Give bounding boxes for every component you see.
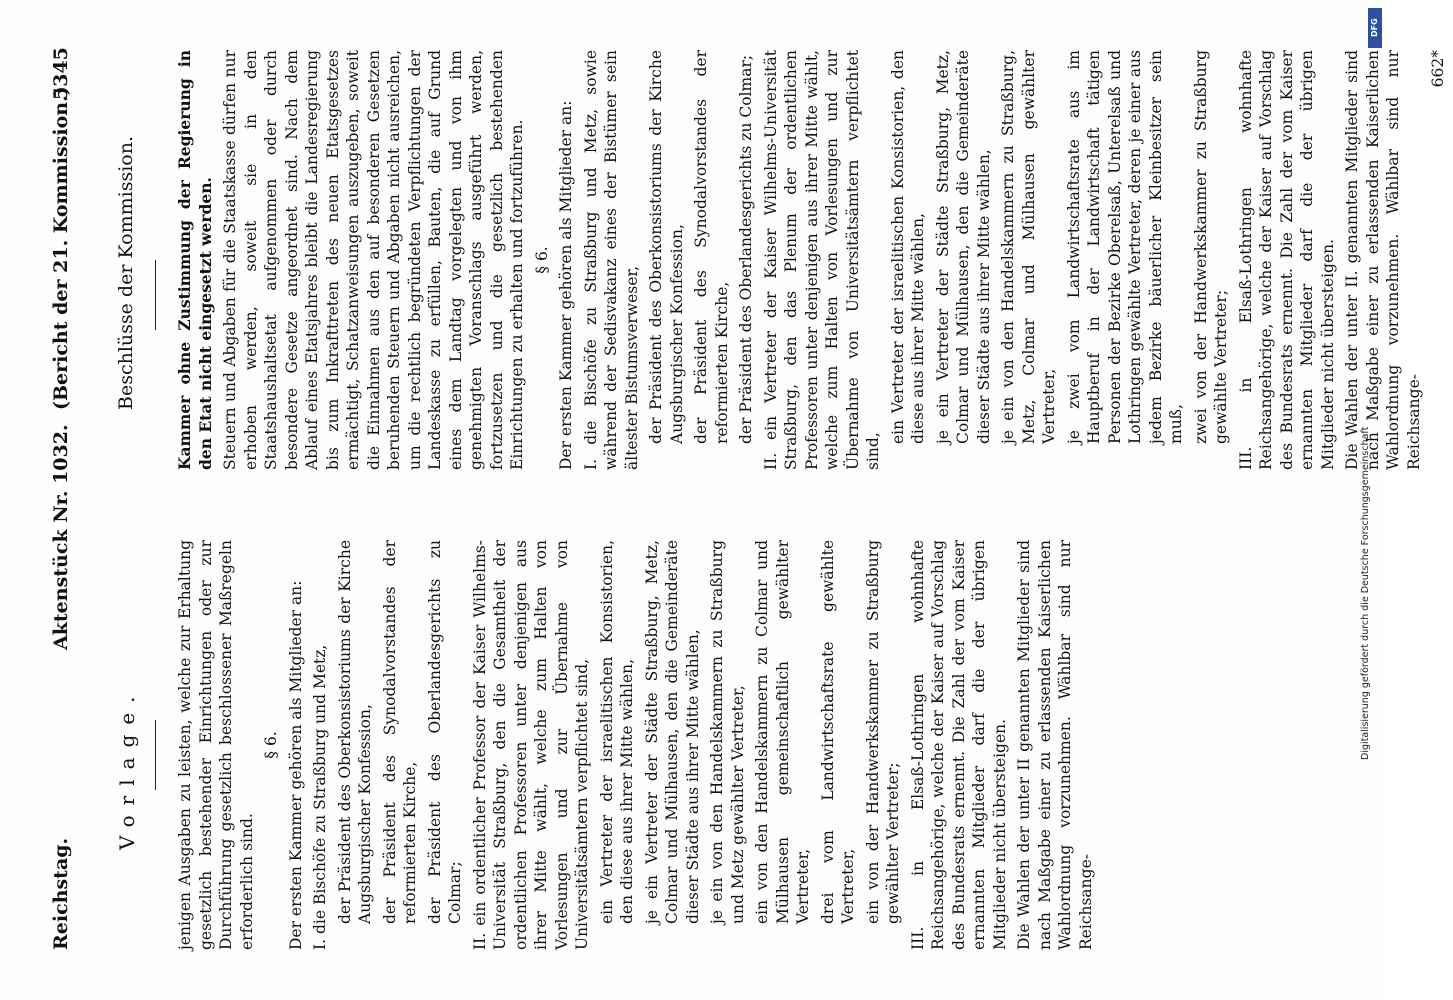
signature-mark: 662* [1429,50,1447,88]
left-item: der Präsident des Oberlandesgerichts zu Colmar; [425,540,464,924]
left-item: je ein von den Handelskammern zu Straßburg und Metz gewählter Vertreter, [708,540,747,924]
right-item: I. die Bischöfe zu Straßburg und Metz, sowie während der Sedisvakanz eines der Bistümer sein ältester Bistumsverweser, [581,50,641,470]
right-section: § 6. [532,246,551,274]
right-column-title: Beschlüsse der Kommission. [115,136,137,410]
right-item: der Präsident des Oberlandesgerichts zu Colmar; [737,54,755,444]
right-title-rule [155,260,156,330]
left-column-title: Vorlage. [115,686,139,850]
header-middle: Aktenstück Nr. 1032. [50,424,72,650]
right-para-1: Kammer ohne Zustimmung der Regierung in den Etat nicht eingesetzt werden. [175,50,215,470]
left-item: ein von den Handelskammern zu Colmar und Mülhausen gemeinschaftlich gewählter Vertreter, [753,540,812,924]
right-para-2: Steuern und Abgaben für die Staatskasse dürfen nur erhoben werden, soweit sie in den Staatshaushaltsetat aufgenommen oder durch besondere Gesetze angeordnet sind. Nach dem Ablauf eines Etatsjahres bleibt die Landesregierung bis zum Inkrafttreten des neuen Etatsgesetzes ermächtigt, Schatzanweisungen auszugeben, soweit die Einnahmen aus den auf besonderen Gesetzen beruhenden Steuern und Abgaben nicht ausreichen, um die rechtlich begründeten Verpflichtungen der Landeskasse zu erfüllen, Bauten, die auf Grund eines dem Landtag vorgelegten und von ihm genehmigten Voranschlags ausgeführt werden, fortzusetzen und die gesetzlich bestehenden Einrichtungen zu erhalten und fortzuführen. [221,50,526,470]
left-item: je ein Vertreter der Städte Straßburg, Metz, Colmar und Mülhausen, den die Gemeinderäte dieser Städte aus ihrer Mitte wählen, [642,540,702,924]
left-item: drei vom Landwirtschaftsrate gewählte Vertreter, [818,540,857,924]
right-item: zwei von der Handwerkskammer zu Straßburg gewählte Vertreter; [1191,50,1230,444]
left-item: I. die Bischöfe zu Straßburg und Metz, [311,644,329,950]
left-item: II. ein ordentlicher Professor der Kaiser Wilhelms-Universität Straßburg, den die Gesamtheit der ordentlichen Professoren unter denjenigen aus ihrer Mitte wählt, welche zum Halten von Vorlesungen und zur Übernahme von Universitätsämtern verpflichtet sind, [470,540,591,950]
left-closing: Die Wahlen der unter II genannten Mitglieder sind nach Maßgabe einer zu erlassenden Kaiserlichen Wahlordnung vorzunehmen. Wählbar sind nur Reichsange- [1015,540,1095,950]
right-item: III. in Elsaß-Lothringen wohnhafte Reichsangehörige, welche der Kaiser auf Vorschlag des Bundesrats ernennt. Die Zahl der vom Kaiser ernannten Mitglieder darf die der übrigen Mitglieder nicht übersteigen. [1236,50,1337,470]
left-item: III. in Elsaß-Lothringen wohnhafte Reichsangehörige, welche der Kaiser auf Vorschlag des Bundesrats ernennt. Die Zahl der vom Kaiser ernannten Mitglieder darf die der übrigen Mitglieder nicht übersteigen. [908,540,1009,950]
right-item: der Präsident des Synodalvorstandes der reformierten Kirche, [692,50,731,444]
right-item: II. ein Vertreter der Kaiser Wilhelms-Universität Straßburg, den das Plenum der ordentlichen Professoren unter denjenigen aus ihrer Mitte wählt, welche zum Halten von Vorlesungen und zur Übernahme von Universitätsämtern verpflichtet sind, [761,50,882,470]
left-intro: jenigen Ausgaben zu leisten, welche zur Erhaltung gesetzlich bestehender Einrichtungen oder zur Durchführung gesetzlich beschlossener Maßregeln erforderlich sind. [176,540,256,950]
digitization-notice: Digitalisierung gefördert durch die Deutsche Forschungsgemeinschaft [1360,426,1371,760]
right-item: ein Vertreter der israelitischen Konsistorien, den diese aus ihrer Mitte wählen, [888,50,927,444]
header-left: Reichstag. [50,837,72,950]
left-item: ein von der Handwerkskammer zu Straßburg gewählter Vertreter; [863,540,902,924]
right-item: je zwei vom Landwirtschaftsrate aus im Hauptberuf in der Landwirtschaft tätigen Personen der Bezirke Oberelsaß, Unterelsaß und Lothringen gewählte Vertreter, deren je einer aus jedem Bezirke bäuerlicher Kleinbesitzer sein muß, [1064,50,1185,444]
header-page-number: 5345 [50,47,72,100]
right-item: je ein Vertreter der Städte Straßburg, Metz, Colmar und Mülhausen, den die Gemeinderäte dieser Städte aus ihrer Mitte wählen, [933,50,993,444]
left-section: § 6. [262,731,280,759]
header-report: (Bericht der 21. Kommission.) [50,86,72,410]
right-column [175,50,1453,470]
right-closing: Die Wahlen der unter II. genannten Mitglieder sind nach Maßgabe einer zu erlassenden Kaiserlichen Wahlordnung vorzunehmen. Wählbar sind nur Reichsange- [1343,50,1423,470]
left-lead: Der ersten Kammer gehören als Mitglieder an: [286,580,305,950]
left-item: ein Vertreter der israelitischen Konsistorien, den diese aus ihrer Mitte wählen, [597,540,636,924]
page-header [50,20,90,980]
left-item: der Präsident des Synodalvorstandes der reformierten Kirche, [380,540,419,924]
right-item: der Präsident des Oberkonsistoriums der Kirche Augsburgischer Konfession, [647,50,686,444]
right-item: je ein von den Handelskammern zu Straßburg, Metz, Colmar und Mülhausen gewählter Vertreter, [999,50,1058,444]
left-title-rule [155,720,156,790]
dfg-logo-badge: DFG [1368,8,1382,48]
right-lead: Der ersten Kammer gehören als Mitglieder an: [557,100,575,470]
left-column [175,540,1100,950]
left-item: der Präsident des Oberkonsistoriums der Kirche Augsburgischer Konfession, [335,540,374,924]
